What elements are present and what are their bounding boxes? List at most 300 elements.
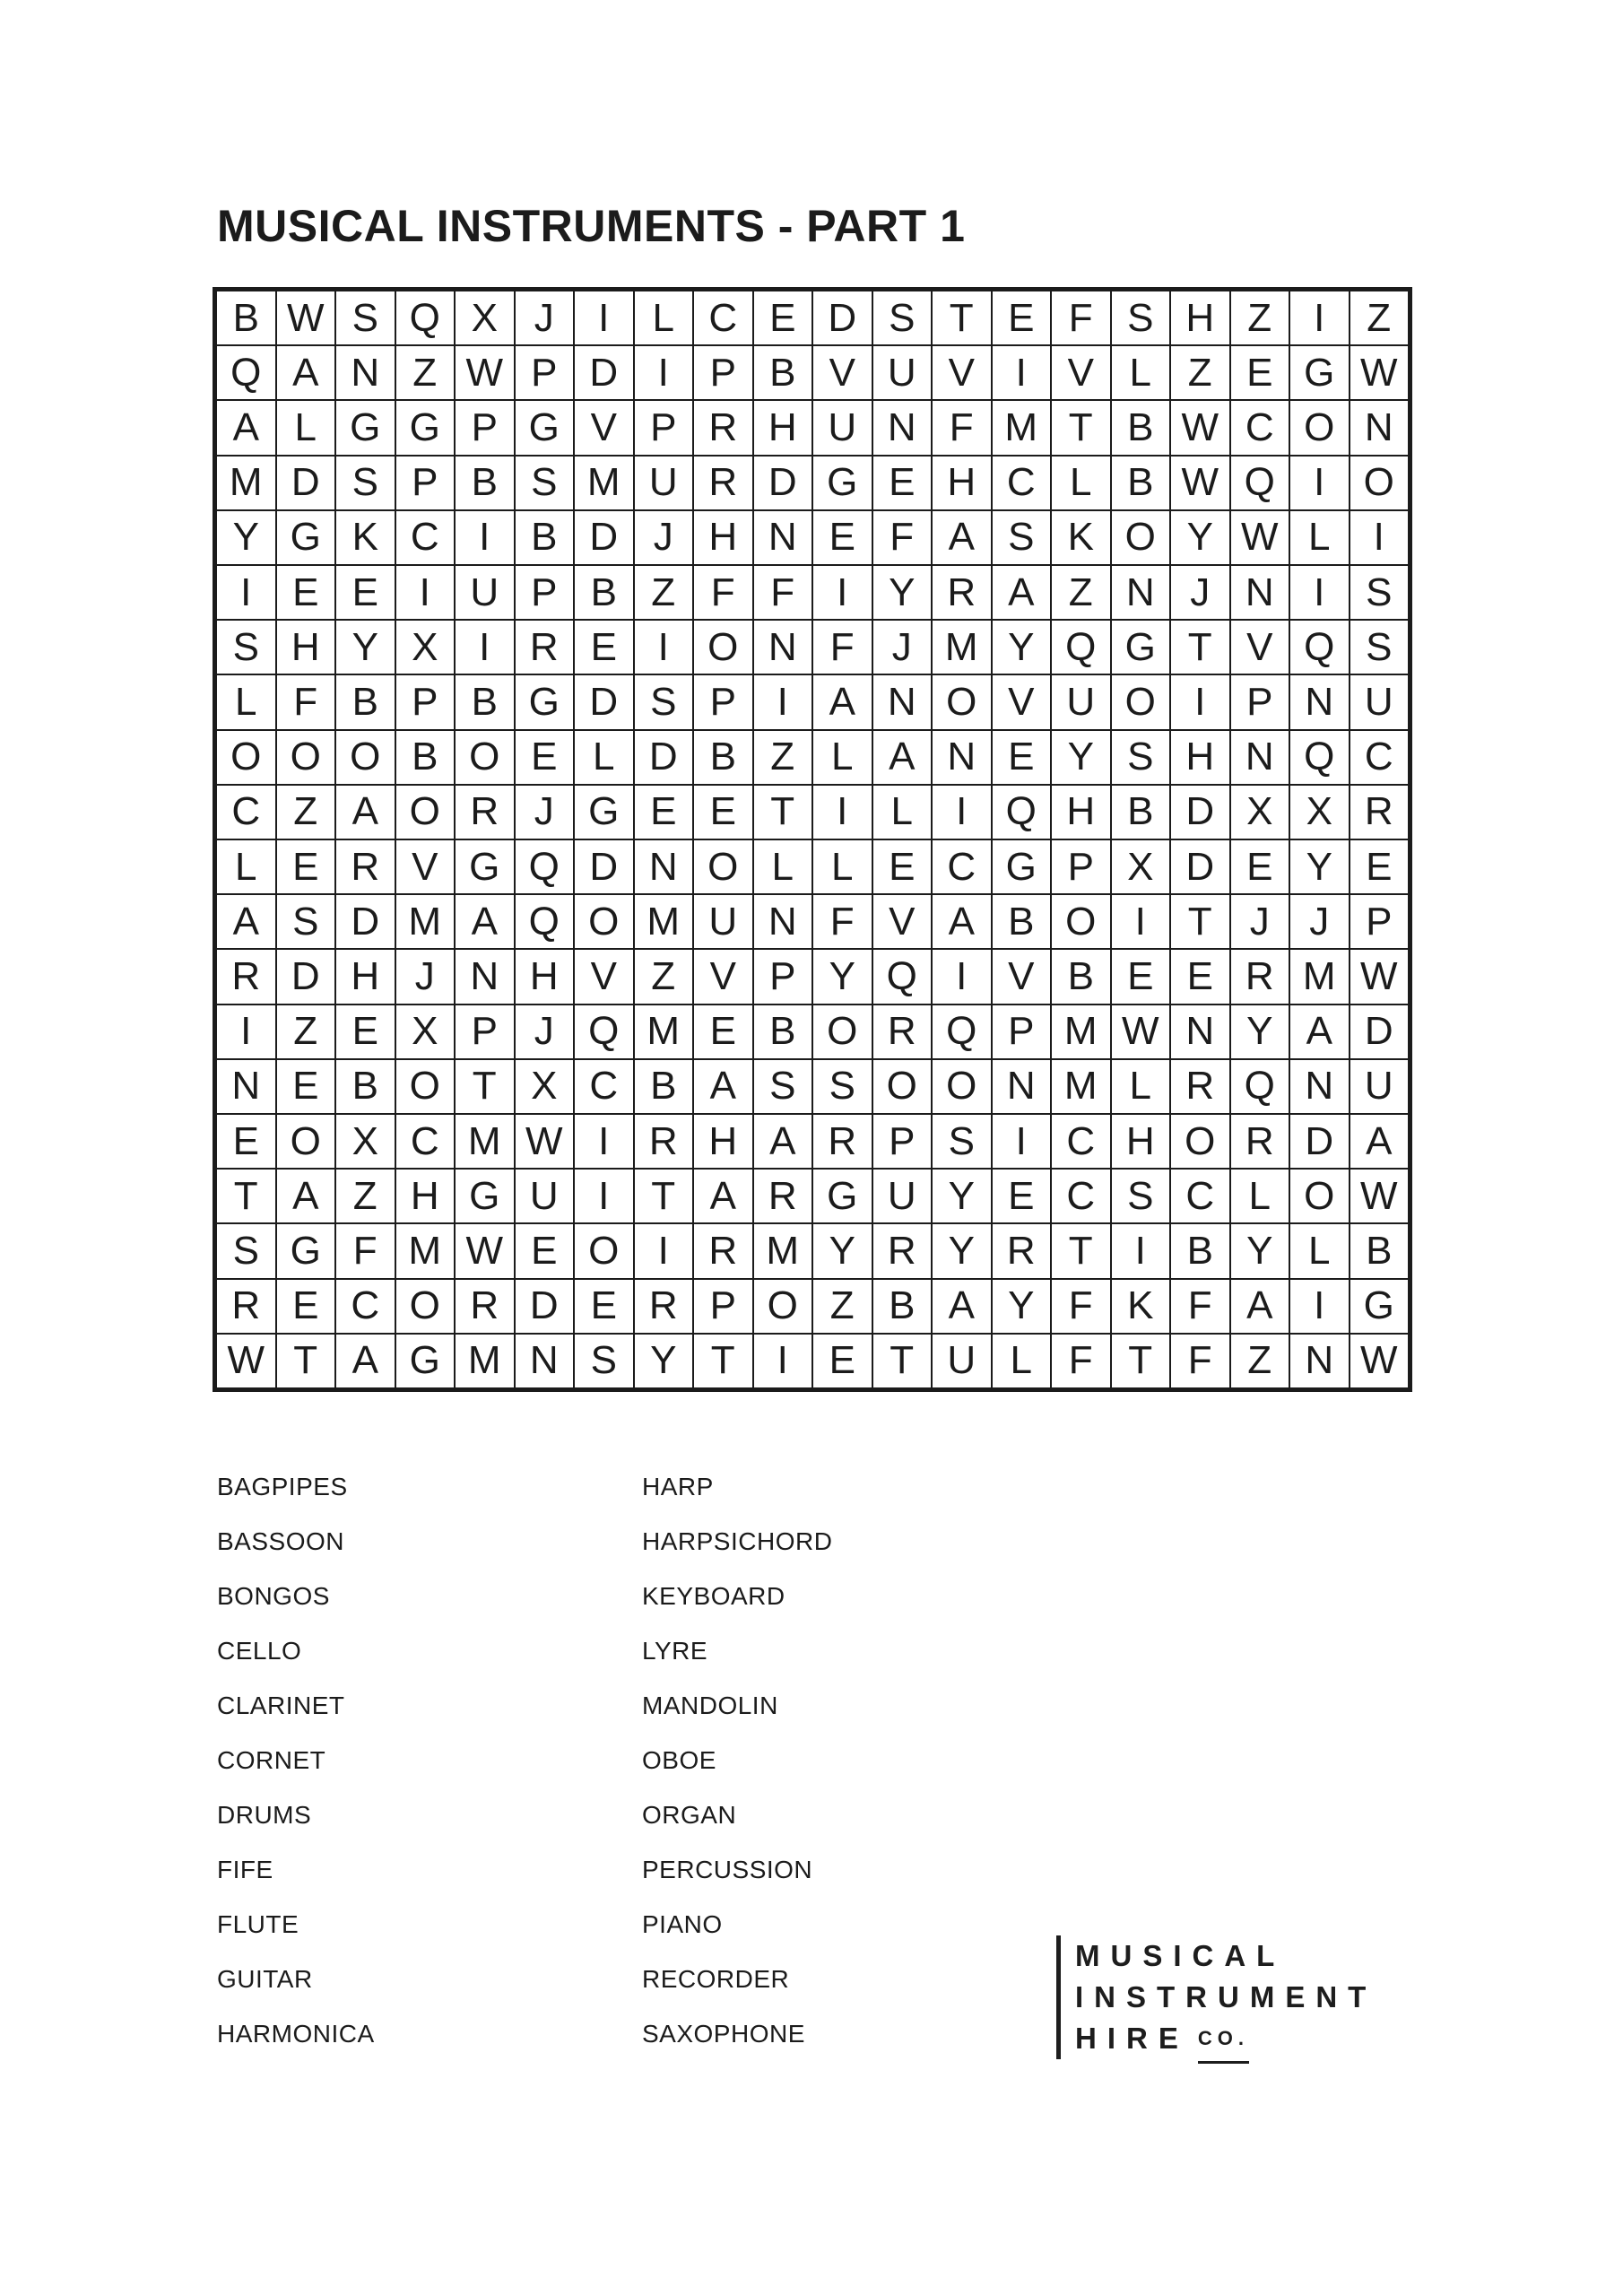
grid-cell: C bbox=[693, 291, 753, 345]
grid-cell: I bbox=[216, 1004, 276, 1059]
grid-cell: N bbox=[1111, 565, 1171, 620]
grid-cell: E bbox=[1350, 839, 1410, 894]
logo-hire-text: HIRE bbox=[1075, 2022, 1189, 2055]
grid-cell: X bbox=[395, 1004, 456, 1059]
grid-cell: Q bbox=[1289, 620, 1350, 674]
grid-cell: D bbox=[1289, 1114, 1350, 1169]
grid-cell: P bbox=[753, 949, 813, 1004]
grid-cell: E bbox=[515, 730, 575, 785]
grid-cell: N bbox=[753, 510, 813, 565]
grid-cell: B bbox=[693, 730, 753, 785]
grid-cell: R bbox=[455, 785, 515, 839]
grid-cell: W bbox=[1170, 456, 1230, 510]
logo-line-1: MUSICAL bbox=[1075, 1939, 1286, 1972]
grid-cell: R bbox=[1350, 785, 1410, 839]
grid-cell: R bbox=[216, 949, 276, 1004]
grid-cell: O bbox=[932, 1059, 992, 1114]
grid-cell: F bbox=[335, 1223, 395, 1278]
grid-cell: R bbox=[1170, 1059, 1230, 1114]
grid-cell: R bbox=[335, 839, 395, 894]
grid-cell: D bbox=[1350, 1004, 1410, 1059]
grid-cell: Y bbox=[872, 565, 933, 620]
grid-cell: S bbox=[634, 674, 694, 729]
grid-cell: U bbox=[1051, 674, 1111, 729]
grid-cell: J bbox=[515, 785, 575, 839]
grid-cell: G bbox=[276, 510, 336, 565]
grid-cell: D bbox=[335, 894, 395, 949]
grid-cell: V bbox=[992, 949, 1052, 1004]
grid-cell: U bbox=[932, 1334, 992, 1388]
grid-cell: O bbox=[1111, 510, 1171, 565]
word-list-column-2 bbox=[642, 1473, 832, 2074]
grid-cell: I bbox=[932, 949, 992, 1004]
word-list-item: CELLO bbox=[217, 1637, 302, 1665]
grid-cell: D bbox=[574, 839, 634, 894]
grid-cell: X bbox=[335, 1114, 395, 1169]
grid-cell: V bbox=[992, 674, 1052, 729]
grid-cell: F bbox=[812, 894, 872, 949]
grid-cell: D bbox=[574, 674, 634, 729]
grid-cell: V bbox=[1051, 345, 1111, 400]
grid-cell: C bbox=[992, 456, 1052, 510]
grid-cell: S bbox=[1350, 620, 1410, 674]
grid-cell: P bbox=[395, 674, 456, 729]
grid-cell: O bbox=[753, 1279, 813, 1334]
grid-cell: B bbox=[753, 1004, 813, 1059]
word-list-item: DRUMS bbox=[217, 1801, 312, 1829]
grid-cell: L bbox=[1051, 456, 1111, 510]
grid-cell: B bbox=[753, 345, 813, 400]
grid-cell: S bbox=[992, 510, 1052, 565]
grid-cell: I bbox=[1111, 894, 1171, 949]
grid-cell: E bbox=[1230, 839, 1290, 894]
grid-cell: N bbox=[1230, 565, 1290, 620]
grid-cell: M bbox=[216, 456, 276, 510]
grid-cell: O bbox=[1051, 894, 1111, 949]
grid-cell: H bbox=[932, 456, 992, 510]
word-list-item: FIFE bbox=[217, 1856, 273, 1883]
grid-cell: C bbox=[574, 1059, 634, 1114]
grid-cell: F bbox=[753, 565, 813, 620]
grid-cell: U bbox=[515, 1169, 575, 1223]
grid-cell: E bbox=[335, 565, 395, 620]
grid-cell: Z bbox=[276, 785, 336, 839]
grid-cell: A bbox=[932, 894, 992, 949]
grid-cell: B bbox=[335, 674, 395, 729]
grid-cell: P bbox=[455, 400, 515, 455]
grid-cell: Z bbox=[1170, 345, 1230, 400]
grid-cell: Q bbox=[992, 785, 1052, 839]
grid-cell: B bbox=[634, 1059, 694, 1114]
grid-cell: P bbox=[515, 345, 575, 400]
grid-cell: T bbox=[1170, 894, 1230, 949]
grid-cell: A bbox=[872, 730, 933, 785]
grid-cell: E bbox=[693, 1004, 753, 1059]
grid-cell: L bbox=[812, 839, 872, 894]
grid-cell: W bbox=[455, 345, 515, 400]
grid-cell: H bbox=[1170, 730, 1230, 785]
grid-cell: I bbox=[1170, 674, 1230, 729]
grid-cell: X bbox=[455, 291, 515, 345]
grid-cell: M bbox=[455, 1334, 515, 1388]
grid-cell: D bbox=[574, 345, 634, 400]
grid-cell: I bbox=[812, 785, 872, 839]
grid-cell: G bbox=[395, 400, 456, 455]
grid-cell: S bbox=[574, 1334, 634, 1388]
grid-cell: B bbox=[1170, 1223, 1230, 1278]
grid-cell: O bbox=[276, 730, 336, 785]
word-list-item: BAGPIPES bbox=[217, 1473, 348, 1500]
grid-cell: S bbox=[216, 620, 276, 674]
grid-cell: Q bbox=[395, 291, 456, 345]
grid-cell: Y bbox=[992, 1279, 1052, 1334]
grid-cell: Y bbox=[1289, 839, 1350, 894]
grid-cell: P bbox=[1350, 894, 1410, 949]
grid-cell: E bbox=[276, 1279, 336, 1334]
word-list-item: SAXOPHONE bbox=[642, 2020, 805, 2048]
word-list-item: HARP bbox=[642, 1473, 714, 1500]
grid-cell: P bbox=[693, 345, 753, 400]
grid-cell: E bbox=[335, 1004, 395, 1059]
grid-cell: U bbox=[634, 456, 694, 510]
grid-cell: R bbox=[693, 1223, 753, 1278]
grid-cell: N bbox=[992, 1059, 1052, 1114]
word-list-item: GUITAR bbox=[217, 1965, 313, 1993]
grid-cell: A bbox=[335, 1334, 395, 1388]
grid-cell: T bbox=[216, 1169, 276, 1223]
grid-cell: O bbox=[574, 1223, 634, 1278]
grid-cell: N bbox=[1350, 400, 1410, 455]
grid-cell: K bbox=[335, 510, 395, 565]
grid-cell: E bbox=[574, 620, 634, 674]
grid-cell: H bbox=[1111, 1114, 1171, 1169]
grid-cell: O bbox=[932, 674, 992, 729]
grid-cell: U bbox=[1350, 674, 1410, 729]
grid-cell: R bbox=[932, 565, 992, 620]
grid-cell: I bbox=[1289, 456, 1350, 510]
grid-cell: Y bbox=[1051, 730, 1111, 785]
grid-cell: P bbox=[634, 400, 694, 455]
grid-cell: A bbox=[693, 1059, 753, 1114]
grid-cell: L bbox=[574, 730, 634, 785]
grid-cell: I bbox=[753, 1334, 813, 1388]
word-list-item: RECORDER bbox=[642, 1965, 790, 1993]
grid-cell: P bbox=[455, 1004, 515, 1059]
grid-cell: Q bbox=[574, 1004, 634, 1059]
word-list-item: PERCUSSION bbox=[642, 1856, 813, 1883]
grid-cell: E bbox=[693, 785, 753, 839]
grid-cell: O bbox=[1289, 1169, 1350, 1223]
grid-cell: W bbox=[216, 1334, 276, 1388]
grid-cell: I bbox=[1111, 1223, 1171, 1278]
grid-cell: H bbox=[395, 1169, 456, 1223]
grid-cell: I bbox=[812, 565, 872, 620]
grid-cell: X bbox=[1289, 785, 1350, 839]
grid-cell: B bbox=[455, 674, 515, 729]
grid-cell: I bbox=[574, 1169, 634, 1223]
grid-cell: I bbox=[395, 565, 456, 620]
grid-cell: D bbox=[753, 456, 813, 510]
grid-cell: U bbox=[455, 565, 515, 620]
grid-cell: O bbox=[1170, 1114, 1230, 1169]
grid-cell: V bbox=[1230, 620, 1290, 674]
grid-cell: G bbox=[455, 1169, 515, 1223]
grid-cell: O bbox=[395, 1279, 456, 1334]
word-list-item: PIANO bbox=[642, 1910, 723, 1938]
grid-cell: Q bbox=[515, 894, 575, 949]
grid-cell: Y bbox=[1230, 1223, 1290, 1278]
grid-cell: G bbox=[812, 1169, 872, 1223]
grid-cell: I bbox=[753, 674, 813, 729]
grid-cell: D bbox=[276, 456, 336, 510]
grid-cell: S bbox=[753, 1059, 813, 1114]
grid-cell: O bbox=[455, 730, 515, 785]
grid-cell: F bbox=[872, 510, 933, 565]
word-list-item: KEYBOARD bbox=[642, 1582, 785, 1610]
grid-cell: L bbox=[992, 1334, 1052, 1388]
grid-cell: R bbox=[992, 1223, 1052, 1278]
grid-cell: L bbox=[216, 839, 276, 894]
grid-cell: N bbox=[455, 949, 515, 1004]
grid-cell: L bbox=[753, 839, 813, 894]
grid-cell: Y bbox=[1230, 1004, 1290, 1059]
grid-cell: F bbox=[932, 400, 992, 455]
grid-cell: S bbox=[932, 1114, 992, 1169]
word-list-item: HARPSICHORD bbox=[642, 1527, 833, 1555]
grid-cell: M bbox=[634, 894, 694, 949]
grid-cell: S bbox=[515, 456, 575, 510]
grid-cell: J bbox=[515, 291, 575, 345]
grid-cell: D bbox=[1170, 785, 1230, 839]
grid-cell: S bbox=[1111, 291, 1171, 345]
word-list-item: MANDOLIN bbox=[642, 1692, 778, 1719]
grid-cell: P bbox=[1230, 674, 1290, 729]
grid-cell: G bbox=[515, 674, 575, 729]
grid-cell: A bbox=[693, 1169, 753, 1223]
grid-cell: G bbox=[1111, 620, 1171, 674]
grid-cell: C bbox=[395, 1114, 456, 1169]
grid-cell: D bbox=[812, 291, 872, 345]
grid-cell: C bbox=[395, 510, 456, 565]
grid-cell: P bbox=[693, 674, 753, 729]
grid-cell: V bbox=[395, 839, 456, 894]
grid-cell: C bbox=[1170, 1169, 1230, 1223]
grid-cell: L bbox=[872, 785, 933, 839]
grid-cell: L bbox=[1230, 1169, 1290, 1223]
grid-cell: T bbox=[1051, 1223, 1111, 1278]
grid-cell: O bbox=[693, 620, 753, 674]
grid-cell: R bbox=[872, 1004, 933, 1059]
grid-cell: O bbox=[216, 730, 276, 785]
grid-cell: I bbox=[932, 785, 992, 839]
grid-cell: N bbox=[1289, 1334, 1350, 1388]
grid-cell: N bbox=[1289, 1059, 1350, 1114]
grid-cell: L bbox=[1111, 1059, 1171, 1114]
grid-cell: F bbox=[1170, 1279, 1230, 1334]
word-list-item: OBOE bbox=[642, 1746, 716, 1774]
grid-cell: T bbox=[932, 291, 992, 345]
grid-cell: R bbox=[216, 1279, 276, 1334]
grid-cell: Y bbox=[932, 1223, 992, 1278]
grid-cell: I bbox=[1289, 1279, 1350, 1334]
grid-cell: A bbox=[812, 674, 872, 729]
grid-cell: G bbox=[455, 839, 515, 894]
grid-cell: O bbox=[276, 1114, 336, 1169]
grid-cell: C bbox=[335, 1279, 395, 1334]
grid-cell: I bbox=[634, 620, 694, 674]
grid-cell: R bbox=[872, 1223, 933, 1278]
grid-cell: N bbox=[634, 839, 694, 894]
grid-cell: X bbox=[515, 1059, 575, 1114]
grid-cell: F bbox=[1051, 1279, 1111, 1334]
grid-cell: A bbox=[1289, 1004, 1350, 1059]
grid-cell: N bbox=[872, 400, 933, 455]
page-title: MUSICAL INSTRUMENTS - PART 1 bbox=[217, 200, 966, 251]
grid-cell: L bbox=[634, 291, 694, 345]
grid-cell: O bbox=[693, 839, 753, 894]
grid-cell: Z bbox=[1230, 291, 1290, 345]
grid-cell: Z bbox=[812, 1279, 872, 1334]
grid-cell: A bbox=[753, 1114, 813, 1169]
grid-cell: L bbox=[812, 730, 872, 785]
grid-cell: Z bbox=[1350, 291, 1410, 345]
grid-cell: L bbox=[1289, 510, 1350, 565]
grid-cell: V bbox=[872, 894, 933, 949]
grid-cell: A bbox=[335, 785, 395, 839]
grid-cell: B bbox=[1350, 1223, 1410, 1278]
word-list-item: BASSOON bbox=[217, 1527, 344, 1555]
grid-cell: Y bbox=[812, 1223, 872, 1278]
grid-cell: M bbox=[395, 1223, 456, 1278]
grid-cell: B bbox=[395, 730, 456, 785]
grid-cell: J bbox=[1170, 565, 1230, 620]
grid-cell: B bbox=[455, 456, 515, 510]
grid-cell: E bbox=[872, 839, 933, 894]
grid-cell: S bbox=[1350, 565, 1410, 620]
grid-cell: T bbox=[276, 1334, 336, 1388]
grid-cell: Y bbox=[992, 620, 1052, 674]
grid-cell: P bbox=[872, 1114, 933, 1169]
grid-cell: A bbox=[1350, 1114, 1410, 1169]
grid-cell: Z bbox=[1051, 565, 1111, 620]
grid-cell: W bbox=[1350, 1334, 1410, 1388]
grid-cell: I bbox=[574, 1114, 634, 1169]
grid-cell: X bbox=[395, 620, 456, 674]
grid-cell: E bbox=[634, 785, 694, 839]
grid-cell: D bbox=[574, 510, 634, 565]
logo-text bbox=[1075, 1935, 1376, 2059]
word-list-column-1 bbox=[217, 1473, 375, 2074]
word-search-grid bbox=[213, 287, 1412, 1392]
grid-cell: M bbox=[634, 1004, 694, 1059]
grid-cell: A bbox=[276, 345, 336, 400]
grid-cell: V bbox=[693, 949, 753, 1004]
grid-cell: T bbox=[455, 1059, 515, 1114]
grid-cell: N bbox=[1289, 674, 1350, 729]
grid-cell: B bbox=[335, 1059, 395, 1114]
grid-cell: M bbox=[395, 894, 456, 949]
word-list-item: HARMONICA bbox=[217, 2020, 375, 2048]
grid-cell: O bbox=[1350, 456, 1410, 510]
grid-cell: O bbox=[812, 1004, 872, 1059]
grid-cell: H bbox=[1051, 785, 1111, 839]
grid-cell: F bbox=[1170, 1334, 1230, 1388]
grid-cell: C bbox=[216, 785, 276, 839]
grid-cell: U bbox=[693, 894, 753, 949]
grid-cell: E bbox=[574, 1279, 634, 1334]
grid-cell: C bbox=[1051, 1114, 1111, 1169]
grid-cell: D bbox=[634, 730, 694, 785]
grid-cell: O bbox=[335, 730, 395, 785]
grid-cell: O bbox=[395, 785, 456, 839]
grid-cell: R bbox=[693, 400, 753, 455]
grid-cell: N bbox=[1230, 730, 1290, 785]
grid-cell: K bbox=[1051, 510, 1111, 565]
grid-cell: S bbox=[872, 291, 933, 345]
grid-cell: E bbox=[515, 1223, 575, 1278]
grid-cell: R bbox=[455, 1279, 515, 1334]
grid-cell: W bbox=[1170, 400, 1230, 455]
grid-cell: Z bbox=[753, 730, 813, 785]
word-list-item: FLUTE bbox=[217, 1910, 299, 1938]
word-list-item: CORNET bbox=[217, 1746, 326, 1774]
word-list-item: ORGAN bbox=[642, 1801, 737, 1829]
grid-cell: S bbox=[216, 1223, 276, 1278]
grid-cell: I bbox=[992, 1114, 1052, 1169]
grid-cell: J bbox=[634, 510, 694, 565]
grid-cell: Q bbox=[1051, 620, 1111, 674]
grid-cell: M bbox=[1289, 949, 1350, 1004]
grid-cell: N bbox=[753, 894, 813, 949]
grid-cell: B bbox=[1111, 456, 1171, 510]
grid-cell: R bbox=[634, 1114, 694, 1169]
grid-cell: V bbox=[932, 345, 992, 400]
grid-cell: Y bbox=[932, 1169, 992, 1223]
grid-cell: U bbox=[872, 1169, 933, 1223]
grid-cell: T bbox=[1111, 1334, 1171, 1388]
grid-cell: Y bbox=[335, 620, 395, 674]
grid-cell: Z bbox=[634, 949, 694, 1004]
grid-cell: F bbox=[1051, 1334, 1111, 1388]
grid-cell: Y bbox=[634, 1334, 694, 1388]
grid-cell: V bbox=[812, 345, 872, 400]
grid-cell: C bbox=[932, 839, 992, 894]
grid-cell: U bbox=[1350, 1059, 1410, 1114]
grid-cell: E bbox=[276, 1059, 336, 1114]
grid-cell: R bbox=[1230, 1114, 1290, 1169]
grid-cell: G bbox=[1289, 345, 1350, 400]
grid-cell: W bbox=[1230, 510, 1290, 565]
grid-cell: E bbox=[753, 291, 813, 345]
grid-cell: M bbox=[992, 400, 1052, 455]
grid-cell: N bbox=[1170, 1004, 1230, 1059]
grid-cell: E bbox=[812, 510, 872, 565]
grid-cell: I bbox=[455, 620, 515, 674]
grid-cell: H bbox=[276, 620, 336, 674]
grid-cell: R bbox=[634, 1279, 694, 1334]
grid-cell: Y bbox=[1170, 510, 1230, 565]
grid-cell: I bbox=[574, 291, 634, 345]
grid-cell: U bbox=[812, 400, 872, 455]
grid-cell: I bbox=[1289, 565, 1350, 620]
grid-cell: A bbox=[455, 894, 515, 949]
grid-cell: I bbox=[1289, 291, 1350, 345]
grid-cell: W bbox=[455, 1223, 515, 1278]
grid-cell: T bbox=[872, 1334, 933, 1388]
grid-cell: E bbox=[992, 730, 1052, 785]
logo-line-3 bbox=[1075, 2018, 1376, 2059]
grid-cell: C bbox=[1230, 400, 1290, 455]
